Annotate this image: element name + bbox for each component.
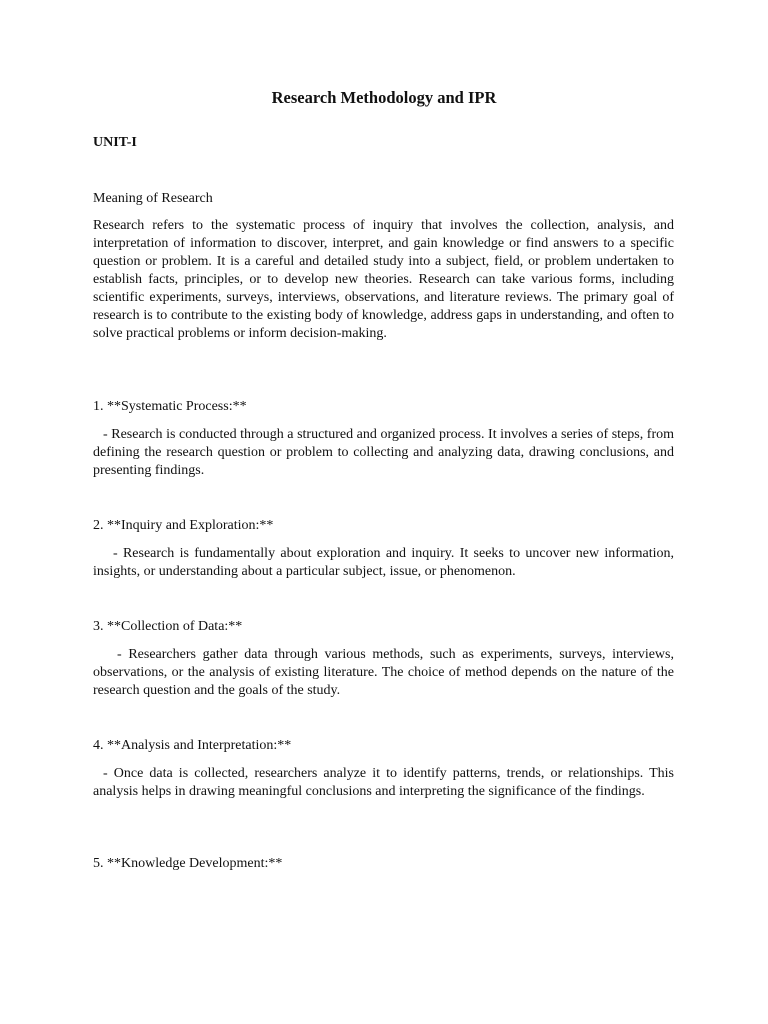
point-heading-knowledge-development: 5. **Knowledge Development:** bbox=[93, 856, 283, 871]
unit-label: UNIT-I bbox=[93, 135, 137, 150]
document-title: Research Methodology and IPR bbox=[271, 88, 497, 107]
point-body-collection-of-data: - Researchers gather data through various methods, such as experiments, surveys, interviews, observations, or the analysis of existing literature. The choice of method depends on the nature of the research question and the goals of the study. bbox=[93, 647, 674, 698]
point-heading-analysis-interpretation: 4. **Analysis and Interpretation:** bbox=[93, 738, 292, 753]
point-body-analysis-interpretation: - Once data is collected, researchers analyze it to identify patterns, trends, or relationships. This analysis helps in drawing meaningful conclusions and interpreting the significance of the findings. bbox=[93, 766, 674, 799]
section-heading: Meaning of Research bbox=[93, 191, 213, 206]
point-heading-inquiry-exploration: 2. **Inquiry and Exploration:** bbox=[93, 518, 274, 533]
point-body-inquiry-exploration: - Research is fundamentally about exploration and inquiry. It seeks to uncover new information, insights, or understanding about a particular subject, issue, or phenomenon. bbox=[93, 546, 674, 579]
point-heading-collection-of-data: 3. **Collection of Data:** bbox=[93, 619, 243, 634]
point-body-systematic-process: - Research is conducted through a structured and organized process. It involves a series of steps, from defining the research question or problem to collecting and analyzing data, drawing conclusions, and presenting findings. bbox=[93, 427, 674, 478]
point-heading-systematic-process: 1. **Systematic Process:** bbox=[93, 399, 247, 414]
intro-paragraph: Research refers to the systematic process of inquiry that involves the collection, analysis, and interpretation of information to discover, interpret, and gain knowledge or find answers to a specific question or problem. It is a careful and detailed study into a subject, field, or problem undertaken to establish facts, principles, or to develop new theories. Research can take various forms, including scientific experiments, surveys, interviews, observations, and literature reviews. The primary goal of research is to contribute to the existing body of knowledge, address gaps in understanding, and often to solve practical problems or inform decision-making. bbox=[93, 218, 674, 341]
